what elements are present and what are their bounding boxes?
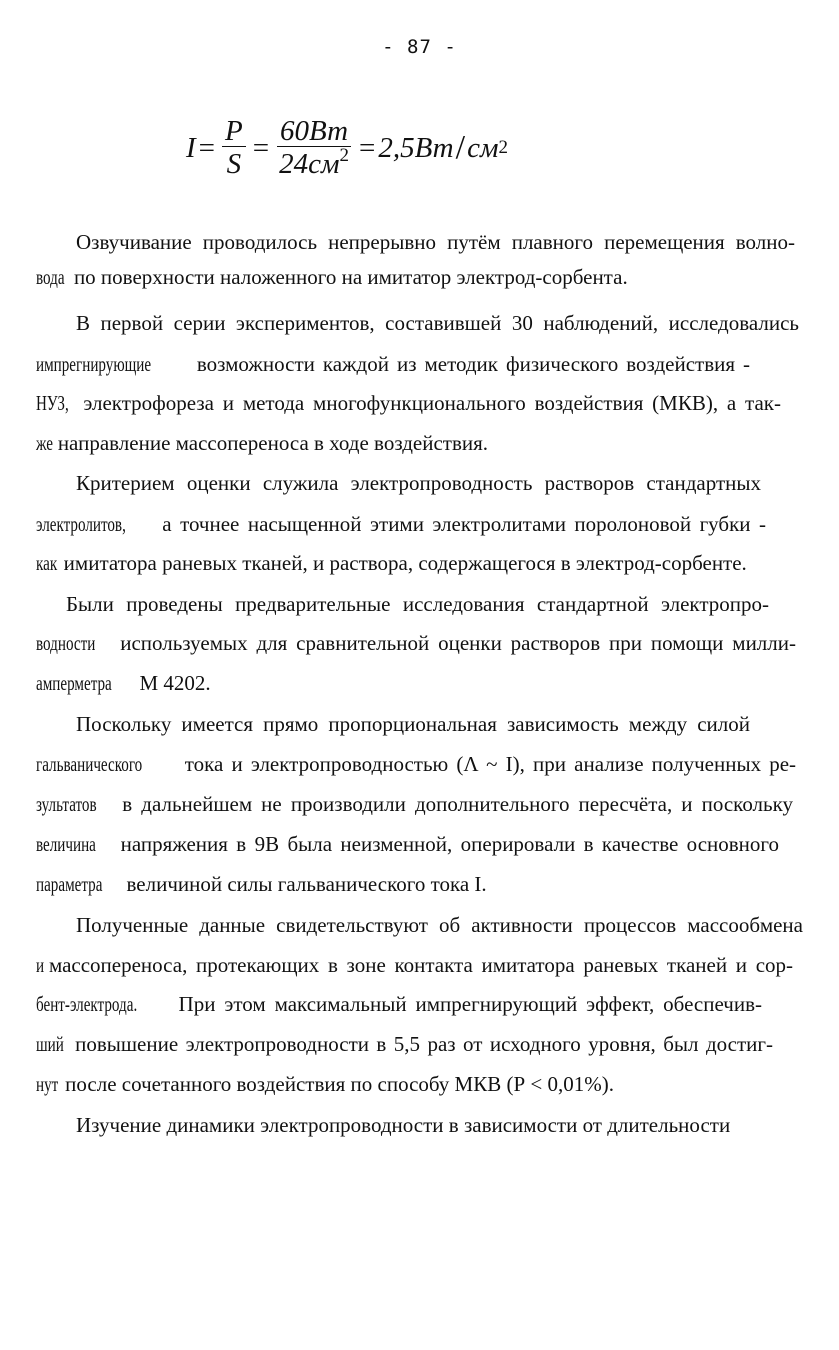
text-line [36,390,781,416]
line-text: повышение электропроводности в 5,5 раз от исходного уровня, был достиг- [75,1032,773,1056]
line-text: массопереноса, протекающих в зоне контакта имитатора раневых тканей и сор- [48,953,794,977]
fraction-numerator-p: P [222,116,246,147]
line-prefix: НУЗ, [36,391,69,415]
line-prefix: бент-электрода. [36,992,138,1016]
area-value: 24см [279,147,340,180]
line-text: по поверхности наложенного на имитатор электрод-сорбента. [73,265,628,289]
line-text: М 4202. [139,671,211,695]
text-line [76,912,803,938]
formula-lhs: I [186,131,196,164]
text-line [36,991,762,1017]
line-text: Были проведены предварительные исследования стандартной электропро- [66,592,769,616]
line-prefix: же [36,431,53,455]
line-prefix: как [36,551,58,575]
line-text: направление массопереноса в ходе воздействия. [57,431,489,455]
text-line [36,630,796,656]
text-line [36,952,793,978]
fraction-denominator-area [276,144,352,181]
line-text: величиной силы гальванического тока I. [126,872,487,896]
text-line [66,591,769,617]
line-text: используемых для сравнительной оценки растворов при помощи милли- [120,631,797,655]
line-prefix: и [36,953,45,977]
line-text: тока и электропроводностью (Λ ~ I), при анализе полученных ре- [184,752,797,776]
line-text: а точнее насыщенной этими электролитами поролоновой губки - [162,512,766,536]
intensity-formula: I = $\frac{P}{S}$ = $\frac{60Вт}{24см^2}$ = 2,5Вт / см 2 [186,114,508,180]
fraction-power-over-area [276,116,352,181]
line-prefix: импрегнирующие [36,352,152,376]
line-prefix: нут [36,1072,59,1096]
line-text: после сочетанного воздействия по способу МКВ (Р < 0,01%). [65,1072,614,1096]
area-exponent: 2 [339,144,349,166]
line-text: электрофореза и метода многофункционального воздействия (МКВ), а так- [83,391,782,415]
text-line [36,1071,641,1097]
line-text: Озвучивание проводилось непрерывно путём плавного перемещения волно- [76,230,795,254]
text-line [36,264,663,290]
formula-equals-3: = [359,131,376,164]
text-line [36,831,779,857]
line-prefix: вода [36,265,65,289]
formula-equals-2: = [252,131,270,164]
text-line [36,351,750,377]
line-text: возможности каждой из методик физического воздействия - [196,352,751,376]
fraction-p-over-s [222,116,246,181]
line-prefix: параметра [36,872,103,896]
text-line [76,470,761,496]
text-line [76,711,750,737]
line-text: При этом максимальный импрегнирующий эффект, обеспечив- [178,992,762,1016]
fraction-numerator-power: 60Вт [277,116,351,147]
line-prefix: водности [36,631,96,655]
line-prefix: зультатов [36,792,97,816]
formula-result-unit: см [467,131,499,164]
line-prefix: ший [36,1032,64,1056]
text-line [36,751,796,777]
line-prefix: гальванического [36,752,143,776]
formula-result: 2,5Вт [378,131,454,164]
line-prefix: амперметра [36,671,112,695]
line-prefix: величина [36,832,96,856]
line-text: Критерием оценки служила электропроводность растворов стандартных [76,471,761,495]
text-line [36,1031,773,1057]
page-number: - 87 - [382,36,457,58]
formula-slash: / [455,129,466,166]
text-line [36,670,211,696]
line-text: в дальнейшем не производили дополнительного пересчёта, и поскольку [122,792,793,816]
text-line [76,229,795,255]
text-line [76,1112,765,1138]
text-line [36,871,500,897]
text-line [36,430,513,456]
line-text: В первой серии экспериментов, составившей 30 наблюдений, исследовались [76,311,799,335]
text-line [76,310,799,336]
line-text: имитатора раневых тканей, и раствора, содержащегося в электрод-сорбенте. [63,551,747,575]
line-prefix: электролитов, [36,512,126,536]
formula-equals-1: = [198,131,216,164]
line-text: напряжения в 9В была неизменной, оперировали в качестве основного [120,832,780,856]
line-text: Полученные данные свидетельствуют об активности процессов массообмена [76,913,803,937]
line-text: Поскольку имеется прямо пропорциональная зависимость между силой [76,712,750,736]
text-line [36,511,766,537]
fraction-denominator-s: S [226,147,242,180]
line-text: Изучение динамики электропроводности в зависимости от длительности [76,1113,731,1137]
text-line [36,550,772,576]
text-line [36,791,793,817]
